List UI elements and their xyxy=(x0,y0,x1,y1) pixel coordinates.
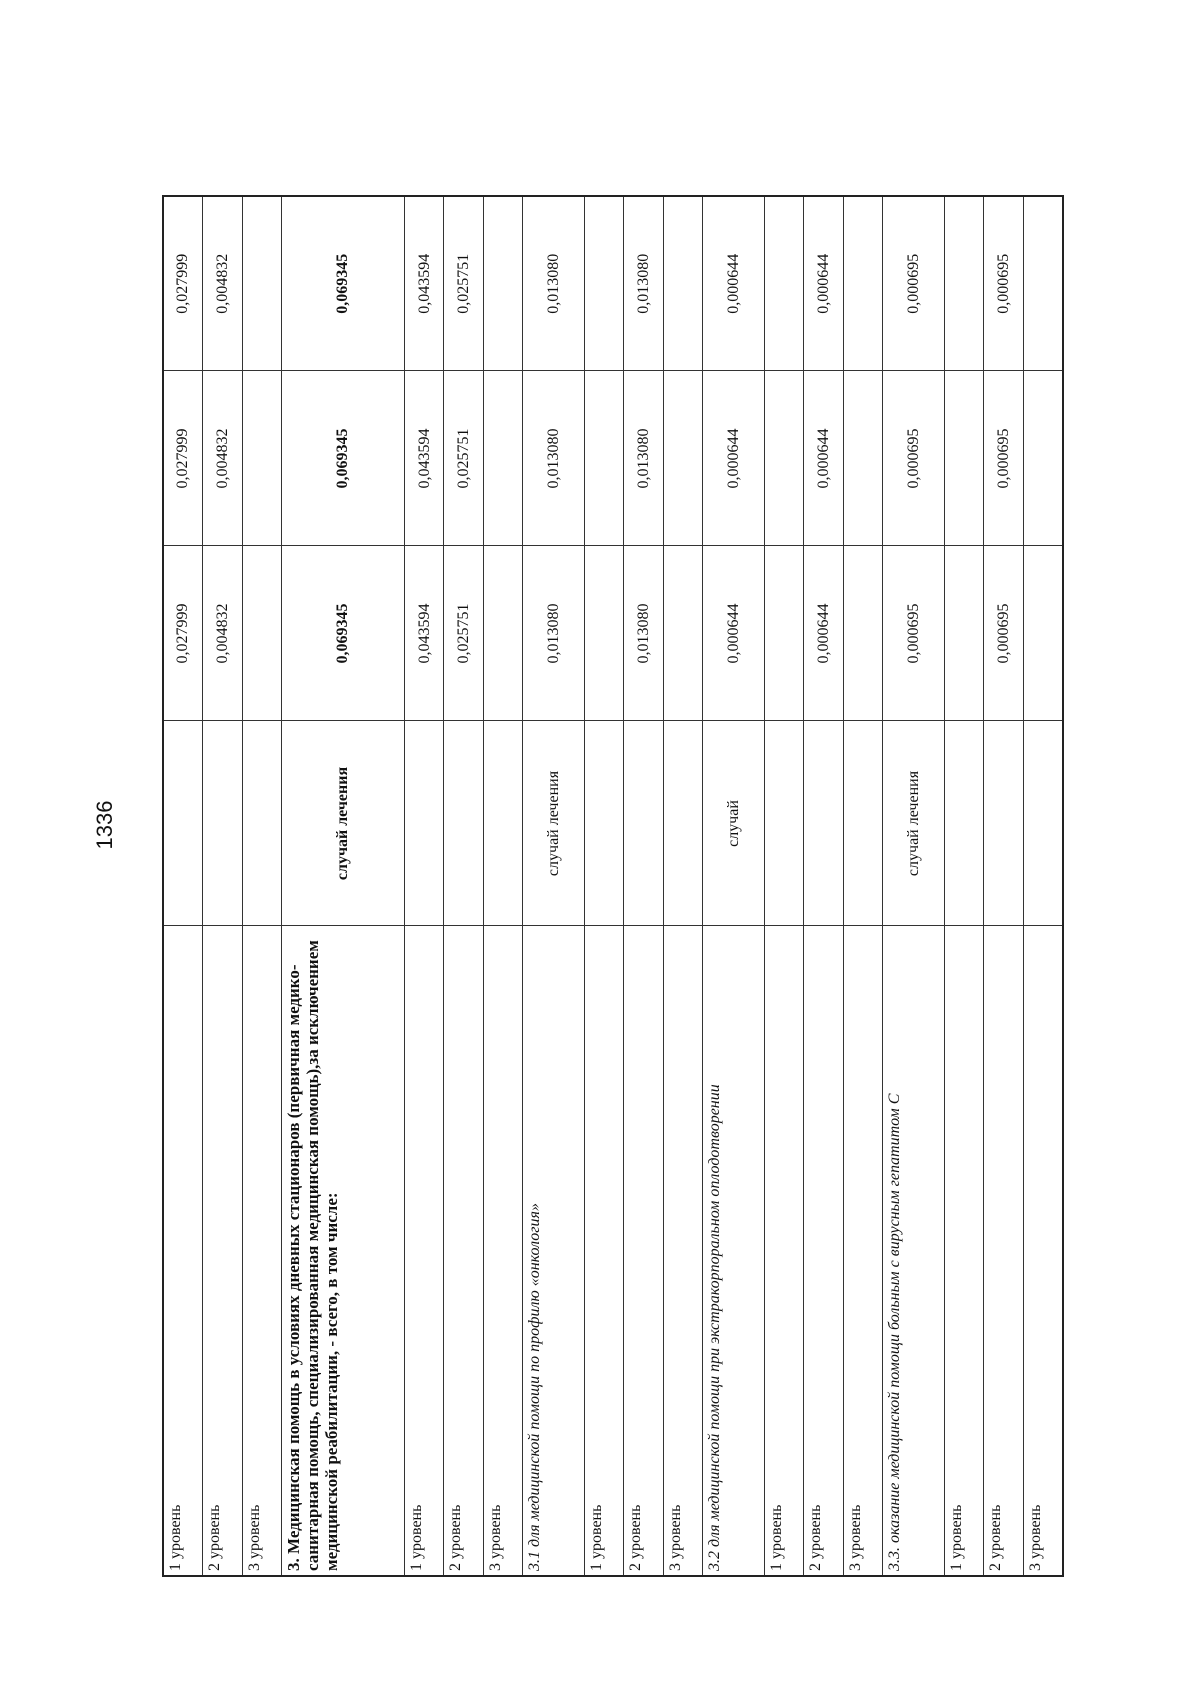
row-value-2-cell: 0,069345 xyxy=(282,371,405,546)
row-name-cell: 2 уровень xyxy=(984,926,1024,1576)
row-unit-cell xyxy=(584,721,624,926)
row-value-3-cell xyxy=(1023,196,1063,371)
row-value-1-cell: 0,000695 xyxy=(984,546,1024,721)
row-unit-cell xyxy=(944,721,984,926)
row-name-cell: 1 уровень xyxy=(764,926,804,1576)
row-name-cell: 3.1 для медицинской помощи по профилю «онкология» xyxy=(523,926,584,1576)
row-value-1-cell: 0,025751 xyxy=(444,546,484,721)
row-unit-cell xyxy=(163,721,203,926)
row-value-2-cell xyxy=(584,371,624,546)
row-unit-cell xyxy=(404,721,444,926)
row-value-3-cell xyxy=(944,196,984,371)
row-value-3-cell xyxy=(663,196,703,371)
row-unit-cell xyxy=(483,721,523,926)
row-value-2-cell: 0,013080 xyxy=(523,371,584,546)
row-value-2-cell: 0,004832 xyxy=(203,371,243,546)
row-unit-cell xyxy=(663,721,703,926)
row-name-cell: 3. Медицинская помощь в условиях дневных стационаров (первичная медико-санитарная помощь, специализированная медицинская помощь),за исключением медицинской реабилитации, - всего, в том числе: xyxy=(282,926,405,1576)
row-name-cell: 1 уровень xyxy=(584,926,624,1576)
row-value-1-cell: 0,043594 xyxy=(404,546,444,721)
table-row xyxy=(624,196,664,1576)
row-name-cell: 3 уровень xyxy=(242,926,282,1576)
row-unit-cell xyxy=(764,721,804,926)
row-value-3-cell: 0,000644 xyxy=(703,196,764,371)
table-row xyxy=(663,196,703,1576)
row-value-1-cell: 0,000644 xyxy=(804,546,844,721)
row-unit-cell xyxy=(444,721,484,926)
row-unit-cell: случай лечения xyxy=(523,721,584,926)
row-unit-cell xyxy=(804,721,844,926)
row-value-2-cell: 0,025751 xyxy=(444,371,484,546)
row-value-1-cell xyxy=(1023,546,1063,721)
row-value-2-cell xyxy=(1023,371,1063,546)
row-value-1-cell xyxy=(843,546,883,721)
row-value-2-cell: 0,043594 xyxy=(404,371,444,546)
data-table xyxy=(162,195,1064,1577)
row-value-3-cell: 0,013080 xyxy=(624,196,664,371)
row-value-1-cell xyxy=(944,546,984,721)
table-row xyxy=(984,196,1024,1576)
row-value-3-cell: 0,004832 xyxy=(203,196,243,371)
table-row xyxy=(483,196,523,1576)
row-name-cell: 3.2 для медицинской помощи при экстракорпоральном оплодотворении xyxy=(703,926,764,1576)
page-number: 1336 xyxy=(92,800,117,850)
row-value-2-cell xyxy=(242,371,282,546)
table-row xyxy=(404,196,444,1576)
row-value-2-cell xyxy=(764,371,804,546)
row-value-2-cell xyxy=(663,371,703,546)
row-value-1-cell: 0,069345 xyxy=(282,546,405,721)
table-body xyxy=(163,196,1063,1576)
rotated-table-container xyxy=(162,197,1064,1577)
row-name-cell: 1 уровень xyxy=(404,926,444,1576)
row-value-3-cell: 0,043594 xyxy=(404,196,444,371)
table-row xyxy=(444,196,484,1576)
row-unit-cell: случай лечения xyxy=(282,721,405,926)
table-row xyxy=(1023,196,1063,1576)
table-row xyxy=(703,196,764,1576)
row-value-3-cell xyxy=(242,196,282,371)
row-name-cell: 3 уровень xyxy=(483,926,523,1576)
row-value-1-cell: 0,013080 xyxy=(523,546,584,721)
row-value-3-cell: 0,025751 xyxy=(444,196,484,371)
table-row xyxy=(764,196,804,1576)
table-row xyxy=(804,196,844,1576)
row-value-1-cell: 0,000695 xyxy=(883,546,944,721)
row-unit-cell xyxy=(843,721,883,926)
row-value-2-cell: 0,027999 xyxy=(163,371,203,546)
row-unit-cell: случай xyxy=(703,721,764,926)
row-value-1-cell xyxy=(584,546,624,721)
row-name-cell: 2 уровень xyxy=(624,926,664,1576)
row-unit-cell xyxy=(984,721,1024,926)
row-unit-cell xyxy=(242,721,282,926)
row-value-1-cell: 0,027999 xyxy=(163,546,203,721)
row-value-2-cell: 0,000644 xyxy=(804,371,844,546)
row-value-2-cell xyxy=(843,371,883,546)
row-value-2-cell: 0,000695 xyxy=(883,371,944,546)
table-row xyxy=(843,196,883,1576)
table-row xyxy=(944,196,984,1576)
row-value-2-cell xyxy=(483,371,523,546)
table-row xyxy=(523,196,584,1576)
row-value-2-cell xyxy=(944,371,984,546)
row-name-cell: 1 уровень xyxy=(163,926,203,1576)
row-name-cell: 2 уровень xyxy=(203,926,243,1576)
table-row xyxy=(163,196,203,1576)
row-name-cell: 2 уровень xyxy=(804,926,844,1576)
table-row xyxy=(584,196,624,1576)
row-value-3-cell: 0,069345 xyxy=(282,196,405,371)
row-name-cell: 3 уровень xyxy=(843,926,883,1576)
row-value-3-cell xyxy=(483,196,523,371)
row-value-2-cell: 0,013080 xyxy=(624,371,664,546)
row-value-3-cell: 0,000644 xyxy=(804,196,844,371)
row-value-3-cell: 0,000695 xyxy=(883,196,944,371)
row-value-3-cell: 0,027999 xyxy=(163,196,203,371)
table-row xyxy=(883,196,944,1576)
row-unit-cell: случай лечения xyxy=(883,721,944,926)
row-value-2-cell: 0,000644 xyxy=(703,371,764,546)
table-row xyxy=(282,196,405,1576)
row-value-1-cell xyxy=(663,546,703,721)
row-value-3-cell xyxy=(764,196,804,371)
row-value-1-cell: 0,000644 xyxy=(703,546,764,721)
table-row xyxy=(242,196,282,1576)
row-value-1-cell xyxy=(764,546,804,721)
row-value-1-cell: 0,004832 xyxy=(203,546,243,721)
row-name-cell: 2 уровень xyxy=(444,926,484,1576)
row-unit-cell xyxy=(203,721,243,926)
row-name-cell: 3 уровень xyxy=(1023,926,1063,1576)
row-value-3-cell xyxy=(843,196,883,371)
row-name-cell: 3.3. оказание медицинской помощи больным с вирусным гепатитом С xyxy=(883,926,944,1576)
row-value-1-cell xyxy=(242,546,282,721)
row-name-cell: 3 уровень xyxy=(663,926,703,1576)
row-unit-cell xyxy=(624,721,664,926)
row-value-3-cell: 0,000695 xyxy=(984,196,1024,371)
row-unit-cell xyxy=(1023,721,1063,926)
row-value-1-cell: 0,013080 xyxy=(624,546,664,721)
table-row xyxy=(203,196,243,1576)
row-value-3-cell xyxy=(584,196,624,371)
row-value-1-cell xyxy=(483,546,523,721)
row-value-2-cell: 0,000695 xyxy=(984,371,1024,546)
row-name-cell: 1 уровень xyxy=(944,926,984,1576)
row-value-3-cell: 0,013080 xyxy=(523,196,584,371)
